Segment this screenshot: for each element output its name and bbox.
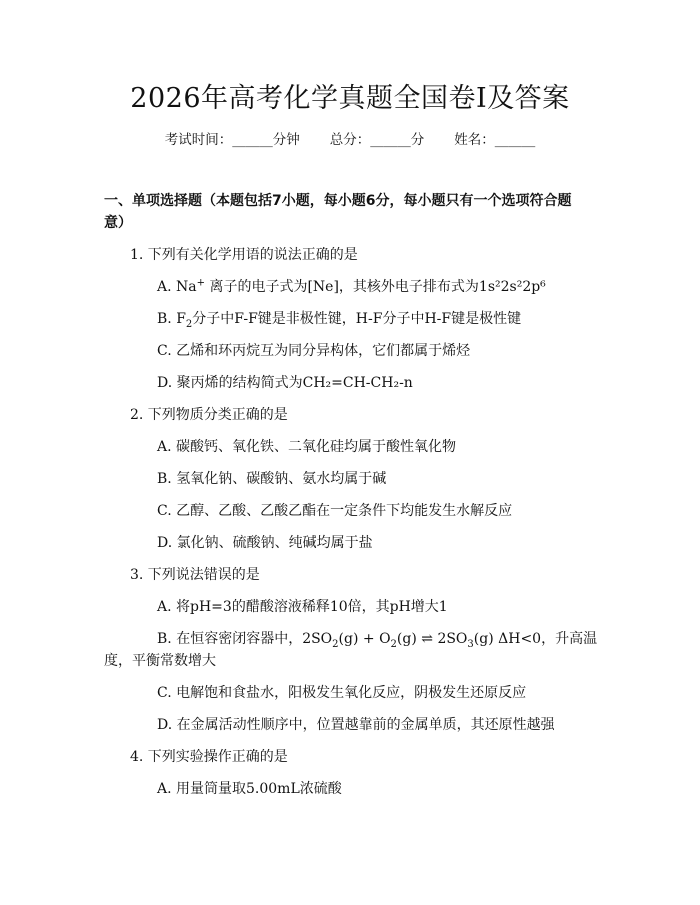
exam-time-field: 考试时间：______分钟 xyxy=(164,132,300,148)
question-option-continuation: 度，平衡常数增大 xyxy=(104,653,216,669)
exam-meta xyxy=(0,130,700,150)
question-option: C. 乙醇、乙酸、乙酸乙酯在一定条件下均能发生水解反应 xyxy=(157,503,513,519)
question-option: B. $F_2$分子中F-F键是非极性键，H-F分子中H-F键是极性键 xyxy=(157,311,522,330)
question-option: D. 聚丙烯的结构简式为CH₂=CH-CH₂-n xyxy=(157,375,413,391)
question-stem: 1. 下列有关化学用语的说法正确的是 xyxy=(130,247,358,263)
question-option: A. 碳酸钙、氧化铁、二氧化硅均属于酸性氧化物 xyxy=(157,439,457,455)
question-option: A. Na+ 离子的电子式为[Ne]，其核外电子排布式为1s²2s²2p⁶ xyxy=(157,277,546,295)
question-option: A. 用量筒量取5.00mL浓硫酸 xyxy=(157,781,342,797)
section-heading: 一、单项选择题（本题包括7小题，每小题6分，每小题只有一个选项符合题意） xyxy=(104,193,572,231)
question-option: B. 在恒容密闭容器中，$2SO_2(g) + O_2(g)$ ⇌ $2SO_3(g)$ ΔH<0，升高温 xyxy=(157,631,598,650)
question-option: D. 氯化钠、硫酸钠、纯碱均属于盐 xyxy=(157,535,373,551)
question-option: C. 电解饱和食盐水，阳极发生氧化反应，阴极发生还原反应 xyxy=(157,685,527,701)
student-name-field: 姓名：______ xyxy=(454,132,536,148)
question-option: B. 氢氧化钠、碳酸钠、氨水均属于碱 xyxy=(157,471,387,487)
question-stem: 3. 下列说法错误的是 xyxy=(130,567,260,583)
page-title: 2026年高考化学真题全国卷Ⅰ及答案 xyxy=(130,83,570,114)
question-stem: 4. 下列实验操作正确的是 xyxy=(130,749,288,765)
total-score-field: 总分：______分 xyxy=(329,132,425,148)
question-option: A. 将pH=3的醋酸溶液稀释10倍，其pH增大1 xyxy=(157,599,448,615)
question-stem: 2. 下列物质分类正确的是 xyxy=(130,407,288,423)
question-option: D. 在金属活动性顺序中，位置越靠前的金属单质，其还原性越强 xyxy=(157,717,555,733)
question-option: C. 乙烯和环丙烷互为同分异构体，它们都属于烯烃 xyxy=(157,343,471,359)
